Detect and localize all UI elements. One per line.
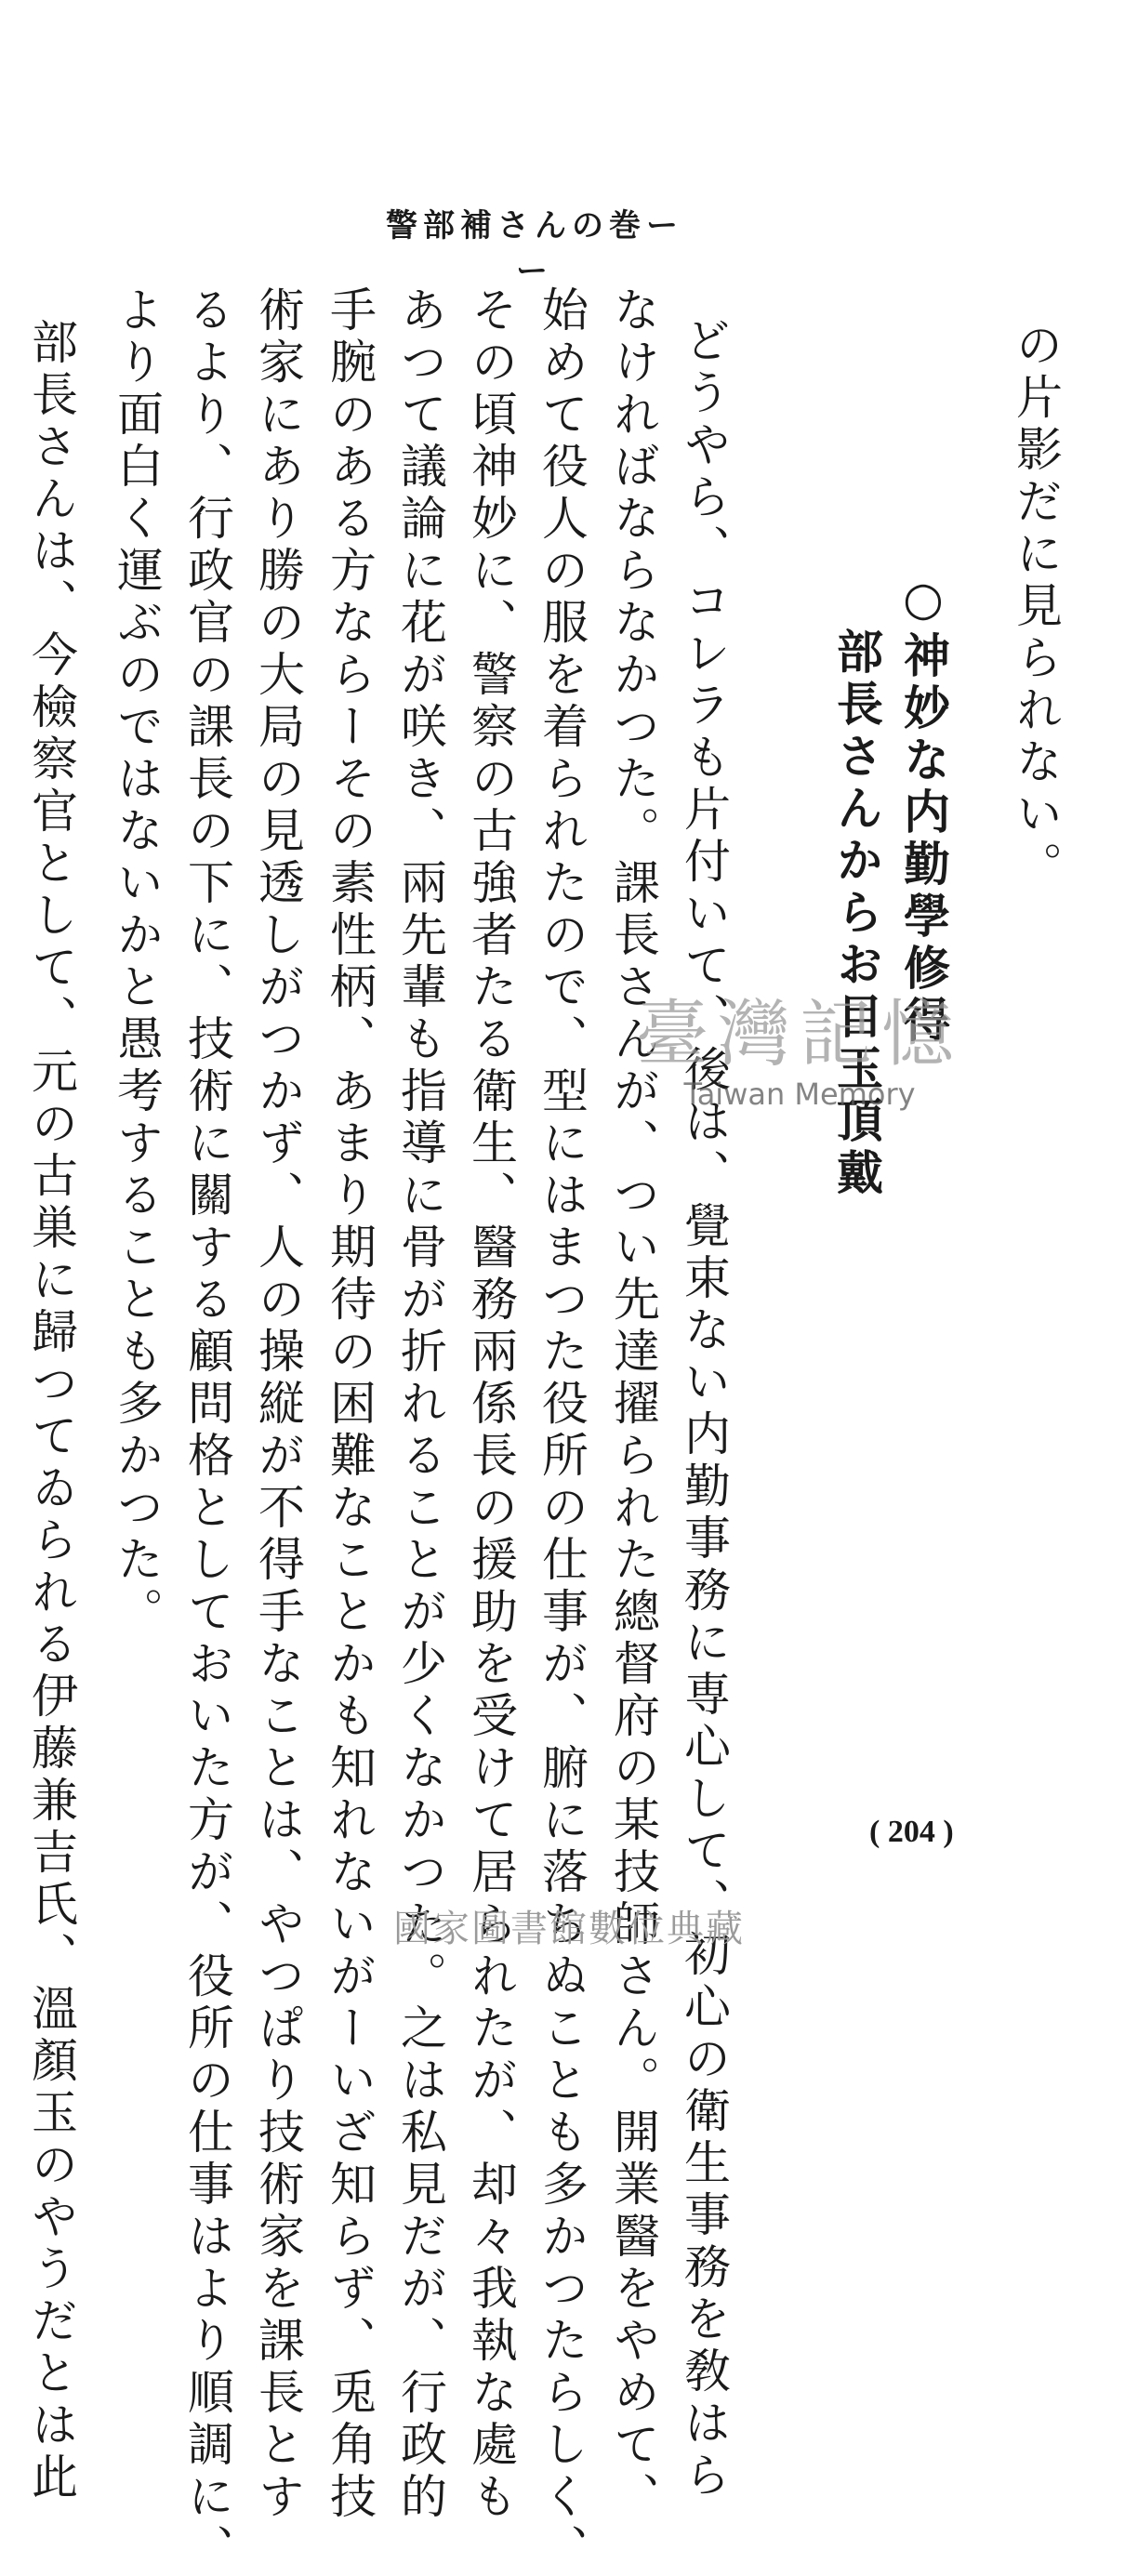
text-column-13: 部長さんは、今檢察官として、元の古巣に歸つてゐられる伊藤兼吉氏、溫顏玉のやうだとは此 xyxy=(24,318,78,2504)
section-heading: ○神妙な内勤學修得 xyxy=(896,572,950,1048)
text-column-9: 手腕のある方ならーその素性柄、あまり期待の困難なことかも知れないがーいざ知らず、兎角技 xyxy=(323,285,377,2524)
text-column-11: るより、行政官の課長の下に、技術に關する顧問格としておいた方が、役所の仕事はより順調に、 xyxy=(180,285,234,2576)
text-column-5: なければならなかつた。課長さんが、つい先達擢られた總督府の某技師さん。開業醫をやめて、 xyxy=(606,285,660,2524)
text-column-4: どうやら、コレラも片付いて、後は、覺束ない内勤事務に専心して、初心の衛生事務を敎はら xyxy=(677,316,731,2503)
text-column-10: 術家にあり勝の大局の見透しがつかず、人の操縦が不得手なことは、やつぱり技術家を課長とす xyxy=(251,285,305,2524)
text-column-6: 始めて役人の服を着られたので、型にはまつた役所の仕事が、腑に落ちぬことも多かつたらしく、 xyxy=(535,285,589,2576)
watermark-cjk-text: 臺灣記憶 xyxy=(635,993,963,1077)
page-number: ( 204 ) xyxy=(869,1815,954,1849)
watermark-english-text: Taiwan Memory xyxy=(683,1077,916,1112)
library-footer: 國家圖書館數位典藏 xyxy=(393,1908,745,1950)
section-subheading: 部長さんからお目玉頂戴 xyxy=(829,627,883,1200)
running-header: ー巻のんさ補部警ー xyxy=(386,207,683,290)
text-column-7: その頃神妙に、警察の古強者たる衛生、醫務兩係長の援助を受けて居られたが、却々我執な處も xyxy=(464,285,518,2524)
text-column-8: あつて議論に花が咲き、兩先輩も指導に骨が折れることが少くなかつた。之は私見だが、行政的 xyxy=(393,285,447,2524)
text-column-1: の片影だに見られない。 xyxy=(1009,321,1063,893)
text-column-12: より面白く運ぶのではないかと愚考することも多かつた。 xyxy=(110,285,164,1639)
